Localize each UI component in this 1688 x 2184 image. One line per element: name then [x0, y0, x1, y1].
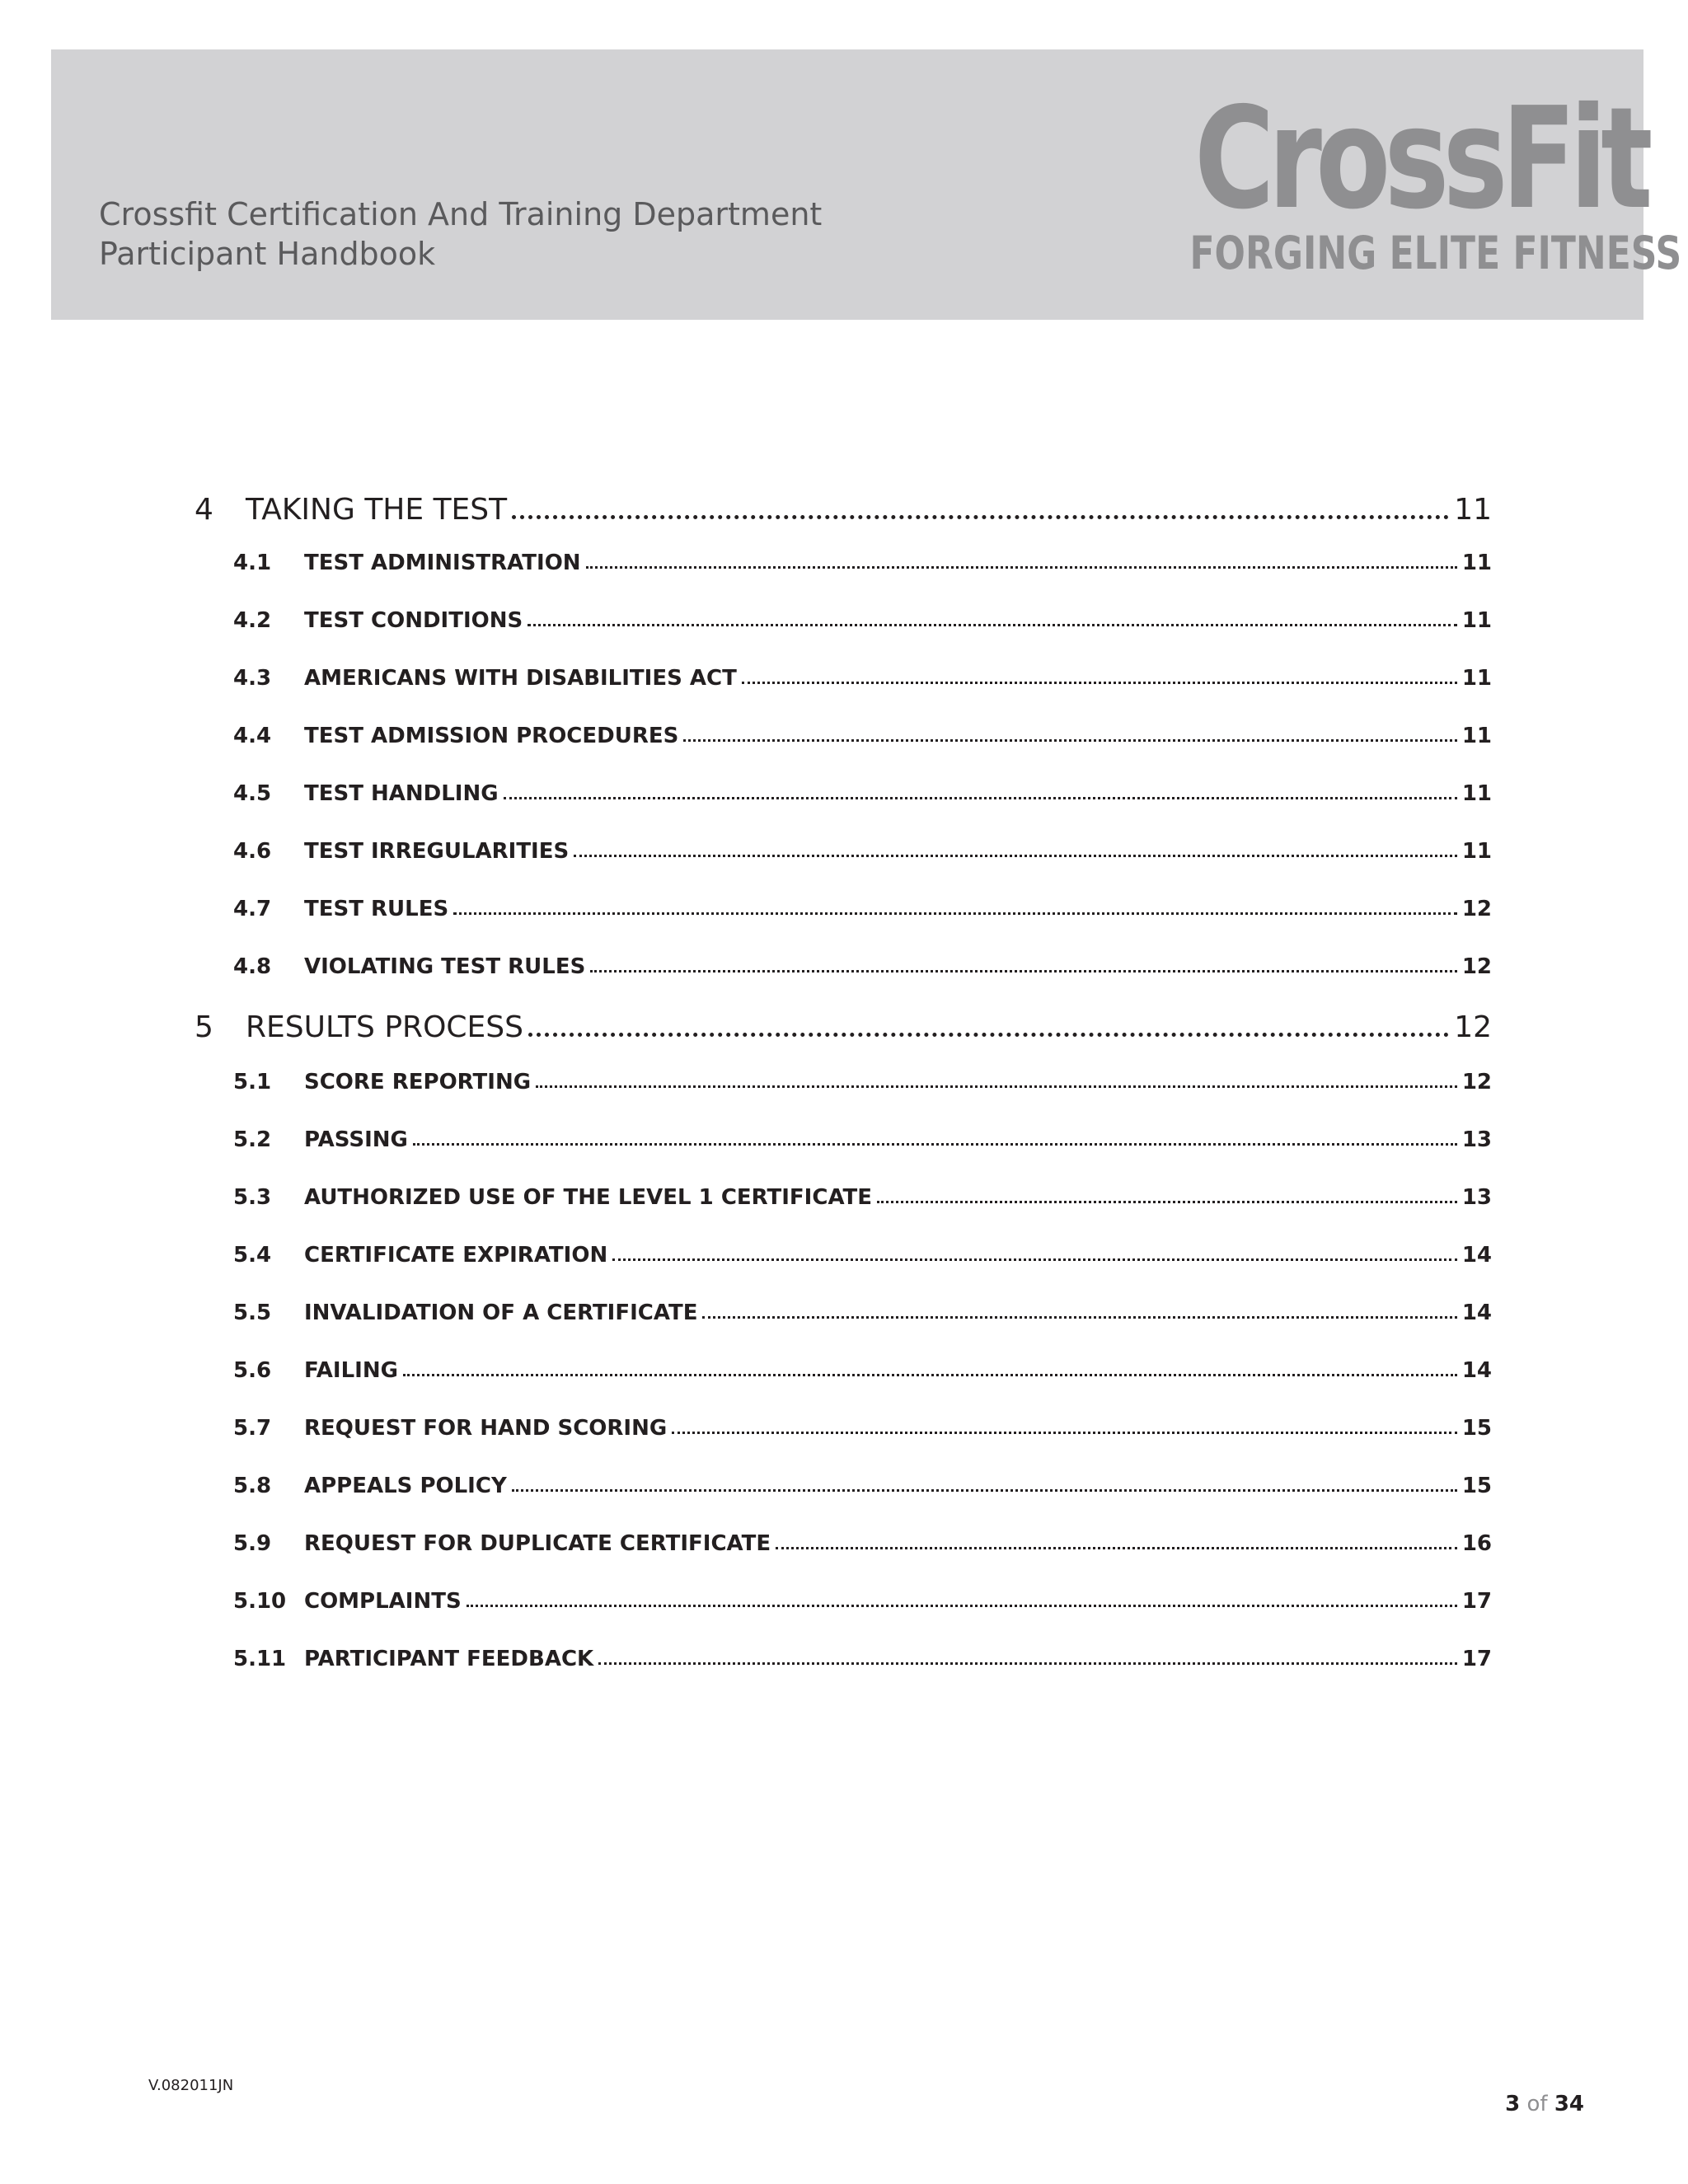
page-total: 34 — [1554, 2092, 1584, 2116]
toc-entry[interactable] — [233, 1416, 1492, 1441]
toc-entry[interactable] — [233, 1589, 1492, 1614]
toc-page-number: 12 — [1454, 1010, 1492, 1044]
header-document-name: Participant Handbook — [99, 236, 436, 272]
toc-title: SCORE REPORTING — [304, 1070, 532, 1094]
toc-entry[interactable] — [233, 1185, 1492, 1210]
toc-number: 4 — [195, 493, 213, 527]
page-of: of — [1526, 2092, 1548, 2116]
toc-page-number: 17 — [1461, 1589, 1492, 1614]
toc-entry[interactable] — [233, 1358, 1492, 1383]
toc-number: 4.4 — [233, 724, 272, 748]
version-code: V.082011JN — [148, 2077, 234, 2094]
toc-number: 5.4 — [233, 1243, 272, 1268]
toc-title: REQUEST FOR DUPLICATE CERTIFICATE — [304, 1531, 771, 1556]
toc-page-number: 17 — [1461, 1647, 1492, 1671]
header-title — [99, 194, 822, 274]
toc-section[interactable] — [195, 493, 1492, 527]
toc-entry[interactable] — [233, 724, 1492, 748]
toc-entry[interactable] — [233, 839, 1492, 864]
toc-title: REQUEST FOR HAND SCORING — [304, 1416, 668, 1441]
toc-page-number: 15 — [1461, 1416, 1492, 1441]
toc-page-number: 13 — [1461, 1127, 1492, 1152]
toc-page-number: 16 — [1461, 1531, 1492, 1556]
toc-title: AUTHORIZED USE OF THE LEVEL 1 CERTIFICATE — [304, 1185, 873, 1210]
toc-dot-leader — [528, 1033, 1449, 1037]
toc-title: AMERICANS WITH DISABILITIES ACT — [304, 666, 737, 691]
toc-page-number: 12 — [1461, 954, 1492, 979]
toc-page-number: 15 — [1461, 1474, 1492, 1498]
logo-wordmark: CrossFit — [1194, 77, 1647, 241]
toc-dot-leader — [612, 1258, 1457, 1261]
toc-number: 5.5 — [233, 1301, 272, 1325]
toc-number: 5.8 — [233, 1474, 272, 1498]
toc-page-number: 12 — [1461, 897, 1492, 921]
toc-entry[interactable] — [233, 954, 1492, 979]
toc-page-number: 11 — [1461, 608, 1492, 633]
toc-dot-leader — [683, 739, 1456, 742]
toc-entry[interactable] — [233, 608, 1492, 633]
toc-page-number: 11 — [1461, 551, 1492, 575]
toc-title: TEST ADMISSION PROCEDURES — [304, 724, 679, 748]
toc-entry[interactable] — [233, 897, 1492, 921]
toc-entry[interactable] — [233, 1474, 1492, 1498]
toc-entry[interactable] — [233, 666, 1492, 691]
toc-title: CERTIFICATE EXPIRATION — [304, 1243, 608, 1268]
toc-page-number: 14 — [1461, 1243, 1492, 1268]
toc-entry[interactable] — [233, 1647, 1492, 1671]
toc-dot-leader — [512, 1489, 1457, 1492]
toc-number: 5 — [195, 1010, 213, 1044]
toc-page-number: 11 — [1461, 724, 1492, 748]
toc-title: TEST ADMINISTRATION — [304, 551, 581, 575]
toc-dot-leader — [742, 682, 1457, 684]
logo-tagline: FORGING ELITE FITNESS — [1189, 227, 1682, 279]
toc-page-number: 11 — [1461, 666, 1492, 691]
toc-dot-leader — [512, 515, 1449, 519]
toc-page-number: 12 — [1461, 1070, 1492, 1094]
toc-title: RESULTS PROCESS — [246, 1010, 523, 1044]
header-department: Crossfit Certification And Training Department — [99, 196, 823, 232]
toc-title: TAKING THE TEST — [246, 493, 508, 527]
toc-title: FAILING — [304, 1358, 398, 1383]
toc-dot-leader — [672, 1432, 1457, 1434]
toc-dot-leader — [877, 1201, 1457, 1203]
toc-number: 5.6 — [233, 1358, 272, 1383]
toc-entry[interactable] — [233, 1127, 1492, 1152]
toc-number: 4.2 — [233, 608, 272, 633]
toc-dot-leader — [403, 1374, 1457, 1376]
crossfit-logo — [1144, 77, 1682, 279]
toc-section[interactable] — [195, 1010, 1492, 1044]
toc-entry[interactable] — [233, 1301, 1492, 1325]
toc-number: 4.8 — [233, 954, 272, 979]
toc-entry[interactable] — [233, 1070, 1492, 1094]
toc-title: VIOLATING TEST RULES — [304, 954, 586, 979]
toc-title: PARTICIPANT FEEDBACK — [304, 1647, 594, 1671]
page-current: 3 — [1505, 2092, 1521, 2116]
toc-entry[interactable] — [233, 1531, 1492, 1556]
toc-dot-leader — [413, 1143, 1457, 1146]
toc-number: 5.10 — [233, 1589, 287, 1614]
toc-title: TEST CONDITIONS — [304, 608, 523, 633]
toc-page-number: 14 — [1461, 1301, 1492, 1325]
toc-entry[interactable] — [233, 551, 1492, 575]
toc-title: TEST HANDLING — [304, 781, 499, 806]
toc-title: INVALIDATION OF A CERTIFICATE — [304, 1301, 698, 1325]
toc-number: 4.1 — [233, 551, 272, 575]
toc-page-number: 14 — [1461, 1358, 1492, 1383]
toc-dot-leader — [536, 1085, 1457, 1088]
toc-number: 4.5 — [233, 781, 272, 806]
toc-title: COMPLAINTS — [304, 1589, 462, 1614]
toc-dot-leader — [598, 1662, 1457, 1665]
toc-page-number: 11 — [1454, 493, 1492, 527]
toc-number: 5.9 — [233, 1531, 272, 1556]
toc-page-number: 13 — [1461, 1185, 1492, 1210]
toc-number: 5.11 — [233, 1647, 287, 1671]
toc-number: 5.1 — [233, 1070, 272, 1094]
toc-dot-leader — [590, 970, 1456, 972]
toc-dot-leader — [776, 1547, 1457, 1549]
toc-number: 5.7 — [233, 1416, 272, 1441]
toc-dot-leader — [467, 1605, 1457, 1607]
toc-title: PASSING — [304, 1127, 408, 1152]
toc-number: 4.6 — [233, 839, 272, 864]
toc-dot-leader — [586, 566, 1457, 569]
toc-number: 5.3 — [233, 1185, 272, 1210]
toc-title: TEST RULES — [304, 897, 449, 921]
toc-number: 4.3 — [233, 666, 272, 691]
toc-number: 5.2 — [233, 1127, 272, 1152]
toc-dot-leader — [453, 912, 1457, 915]
toc-title: APPEALS POLICY — [304, 1474, 507, 1498]
toc-entry[interactable] — [233, 781, 1492, 806]
toc-page-number: 11 — [1461, 781, 1492, 806]
toc-page-number: 11 — [1461, 839, 1492, 864]
toc-dot-leader — [528, 624, 1457, 626]
page-number — [1505, 2092, 1584, 2116]
toc-dot-leader — [504, 797, 1457, 799]
toc-dot-leader — [574, 855, 1457, 857]
toc-dot-leader — [702, 1316, 1456, 1319]
toc-entry[interactable] — [233, 1243, 1492, 1268]
toc-title: TEST IRREGULARITIES — [304, 839, 570, 864]
toc-number: 4.7 — [233, 897, 272, 921]
